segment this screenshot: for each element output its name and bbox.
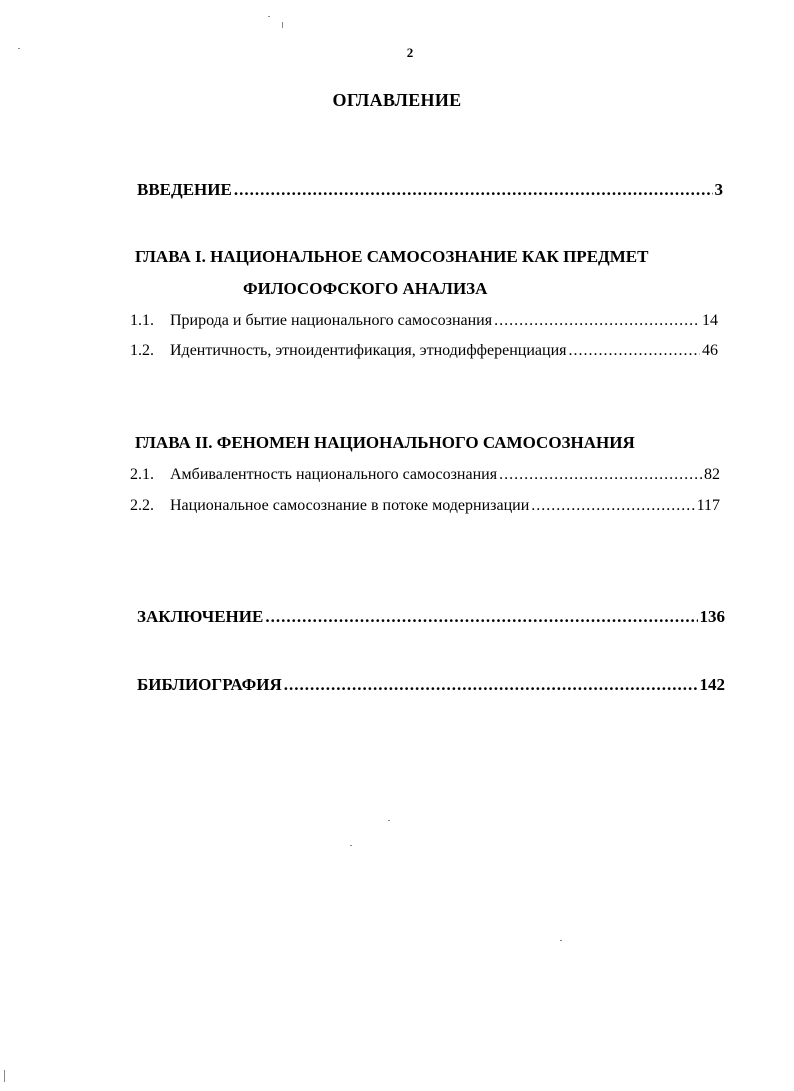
toc-entry-section-2-1[interactable] [130, 466, 720, 484]
dot-leader [234, 180, 713, 200]
page-number: 2 [406, 45, 414, 60]
toc-entry-section-2-2[interactable] [130, 497, 720, 515]
scan-speck [560, 940, 562, 941]
toc-entry-bibliography[interactable] [137, 675, 725, 695]
dot-leader [531, 497, 694, 515]
toc-entry-label [130, 342, 566, 360]
toc-entry-label: ЗАКЛЮЧЕНИЕ [137, 607, 264, 626]
chapter-1-heading-continued: ФИЛОСОФСКОГО АНАЛИЗА [243, 279, 488, 298]
toc-entry-page: 136 [699, 607, 725, 626]
section-title: Идентичность, этноидентификация, этнодифференциация [170, 342, 567, 359]
dot-leader [265, 607, 697, 627]
section-title: Амбивалентность национального самосознания [170, 466, 498, 483]
section-title: Национальное самосознание в потоке модернизации [170, 497, 530, 514]
toc-entry-page: 117 [696, 497, 720, 514]
chapter-2-heading: ГЛАВА II. ФЕНОМЕН НАЦИОНАЛЬНОГО САМОСОЗНАНИЯ [135, 433, 635, 452]
chapter-1-heading: ГЛАВА I. НАЦИОНАЛЬНОЕ САМОСОЗНАНИЕ КАК ПРЕДМЕТ [135, 247, 649, 266]
section-title: Природа и бытие национального самосознания [170, 312, 493, 329]
section-number: 2.2. [130, 497, 154, 514]
scan-speck [388, 820, 390, 821]
scan-speck [350, 845, 352, 846]
section-number: 1.1. [130, 312, 154, 329]
toc-entry-label [130, 497, 529, 515]
toc-entry-page: 46 [702, 342, 718, 359]
toc-entry-conclusion[interactable] [137, 607, 725, 627]
toc-entry-label: ВВЕДЕНИЕ [137, 180, 232, 199]
toc-entry-label [130, 312, 492, 330]
section-number: 2.1. [130, 466, 154, 483]
toc-entry-page: 14 [702, 312, 718, 329]
scan-speck [4, 1070, 5, 1082]
dot-leader [284, 675, 698, 695]
toc-entry-section-1-1[interactable] [130, 312, 718, 330]
toc-entry-introduction[interactable] [137, 180, 723, 200]
dot-leader [499, 466, 702, 484]
toc-entry-page: 142 [699, 675, 725, 694]
scan-speck [268, 16, 270, 17]
toc-entry-section-1-2[interactable] [130, 342, 718, 360]
dot-leader [494, 312, 700, 330]
toc-entry-label: БИБЛИОГРАФИЯ [137, 675, 282, 694]
dot-leader [568, 342, 700, 360]
toc-entry-label [130, 466, 497, 484]
scan-speck [18, 48, 20, 49]
toc-entry-page: 3 [714, 180, 723, 199]
section-number: 1.2. [130, 342, 154, 359]
toc-entry-page: 82 [704, 466, 720, 483]
scan-speck [282, 22, 283, 28]
toc-title: ОГЛАВЛЕНИЕ [332, 90, 462, 110]
